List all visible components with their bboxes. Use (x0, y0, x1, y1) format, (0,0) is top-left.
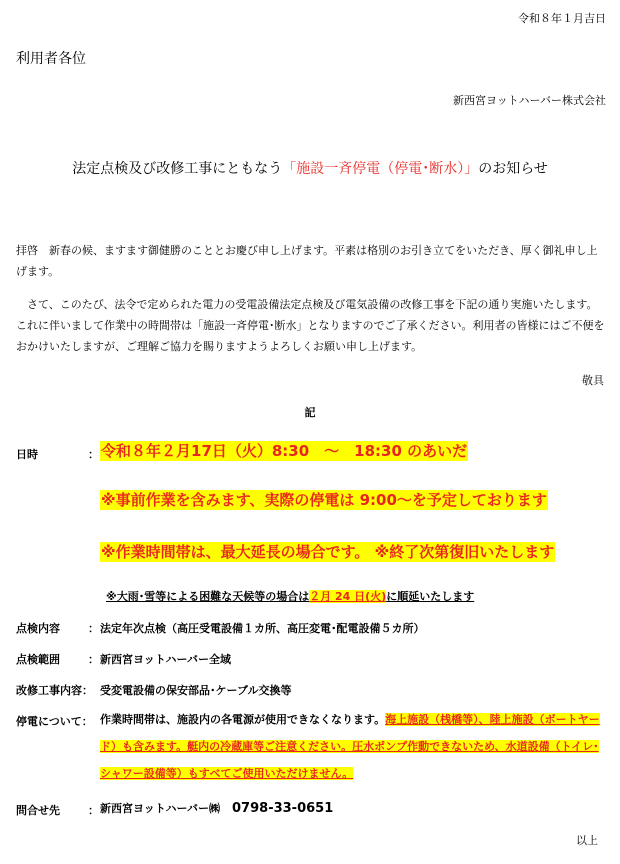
title-prefix: 法定点検及び改修工事にともなう (72, 161, 283, 177)
company-name: 新西宮ヨットハーバー株式会社 (452, 94, 606, 107)
weather-suffix: に順延いたします (386, 590, 475, 603)
notice-title (0, 158, 620, 178)
area-value: 新西宮ヨットハーバー全域 (100, 653, 232, 666)
work-label: 改修工事内容： (16, 684, 93, 697)
area-colon: ： (88, 653, 99, 666)
ki-heading: 記 (304, 406, 316, 419)
date-colon: ： (88, 448, 99, 461)
outage-value (100, 706, 608, 787)
note-max-extension (100, 541, 555, 562)
contact-label: 問合せ先 (16, 804, 60, 817)
weather-postpone-note (106, 588, 474, 604)
recipient: 利用者各位 (16, 51, 86, 67)
main-paragraph: さて、このたび、法令で定められた電力の受電設備法定点検及び電気設備の改修工事を下記の通り実施いたします。これに伴いまして作業中の時間帯は「施設一斉停電･断水」となりますのでご了承ください。利用者の皆様にはご不便をおかけいたしますが、ご理解ご協力を賜りますようよろしくお願い申し上げます。 (16, 298, 605, 353)
content-label: 点検内容 (16, 622, 60, 635)
content-colon: ： (88, 622, 99, 635)
outage-plain: 作業時間帯は、施設内の各電源が使用できなくなります。 (100, 713, 386, 726)
note-prework (100, 489, 548, 510)
title-highlight: 「施設一斉停電（停電･断水）」 (282, 161, 479, 177)
title-suffix: のお知らせ (478, 161, 548, 177)
note-max-extension-text: ※作業時間帯は、最大延長の場合です。 ※終了次第復旧いたします (101, 543, 555, 561)
area-label: 点検範囲 (16, 653, 60, 666)
notice-date: 令和８年１月吉日 (518, 12, 606, 25)
greeting-paragraph: 拝啓 新春の候、ますます御健勝のこととお慶び申し上げます。平素は格別のお引き立てをいただき、厚く御礼申し上げます。 (16, 244, 598, 278)
content-value: 法定年次点検（高圧受電設備１カ所、高圧変電･配電設備５カ所） (100, 622, 425, 635)
contact-value (100, 800, 333, 816)
contact-colon: ： (88, 804, 99, 817)
work-value: 受変電設備の保安部品･ケーブル交換等 (100, 684, 292, 697)
outage-label: 停電について： (16, 715, 93, 728)
date-label: 日時 (16, 448, 38, 461)
outage-highlight: 海上施設（桟橋等）、陸上施設（ボートヤード）も含みます。艇内の冷蔵庫等ご注意ください。圧水ポンプ作動できないため、水道設備（トイレ･シャワー設備等）もすべてご使用いただけません。 (100, 713, 600, 780)
date-value-text: 令和８年２月17日（火）8:30 ～ 18:30 のあいだ (101, 442, 468, 460)
contact-phone[interactable]: 0798-33-0651 (232, 801, 334, 816)
contact-name: 新西宮ヨットハーバー㈱ (100, 802, 221, 815)
end-word: 以上 (576, 834, 598, 847)
weather-date: ２月 24 日(火) (309, 590, 387, 603)
closing-word: 敬具 (582, 374, 604, 387)
note-prework-text: ※事前作業を含みます、実際の停電は 9:00～を予定しております (101, 491, 547, 509)
weather-prefix: ※大雨･雪等による困難な天候等の場合は (106, 590, 310, 603)
date-value (100, 440, 468, 461)
